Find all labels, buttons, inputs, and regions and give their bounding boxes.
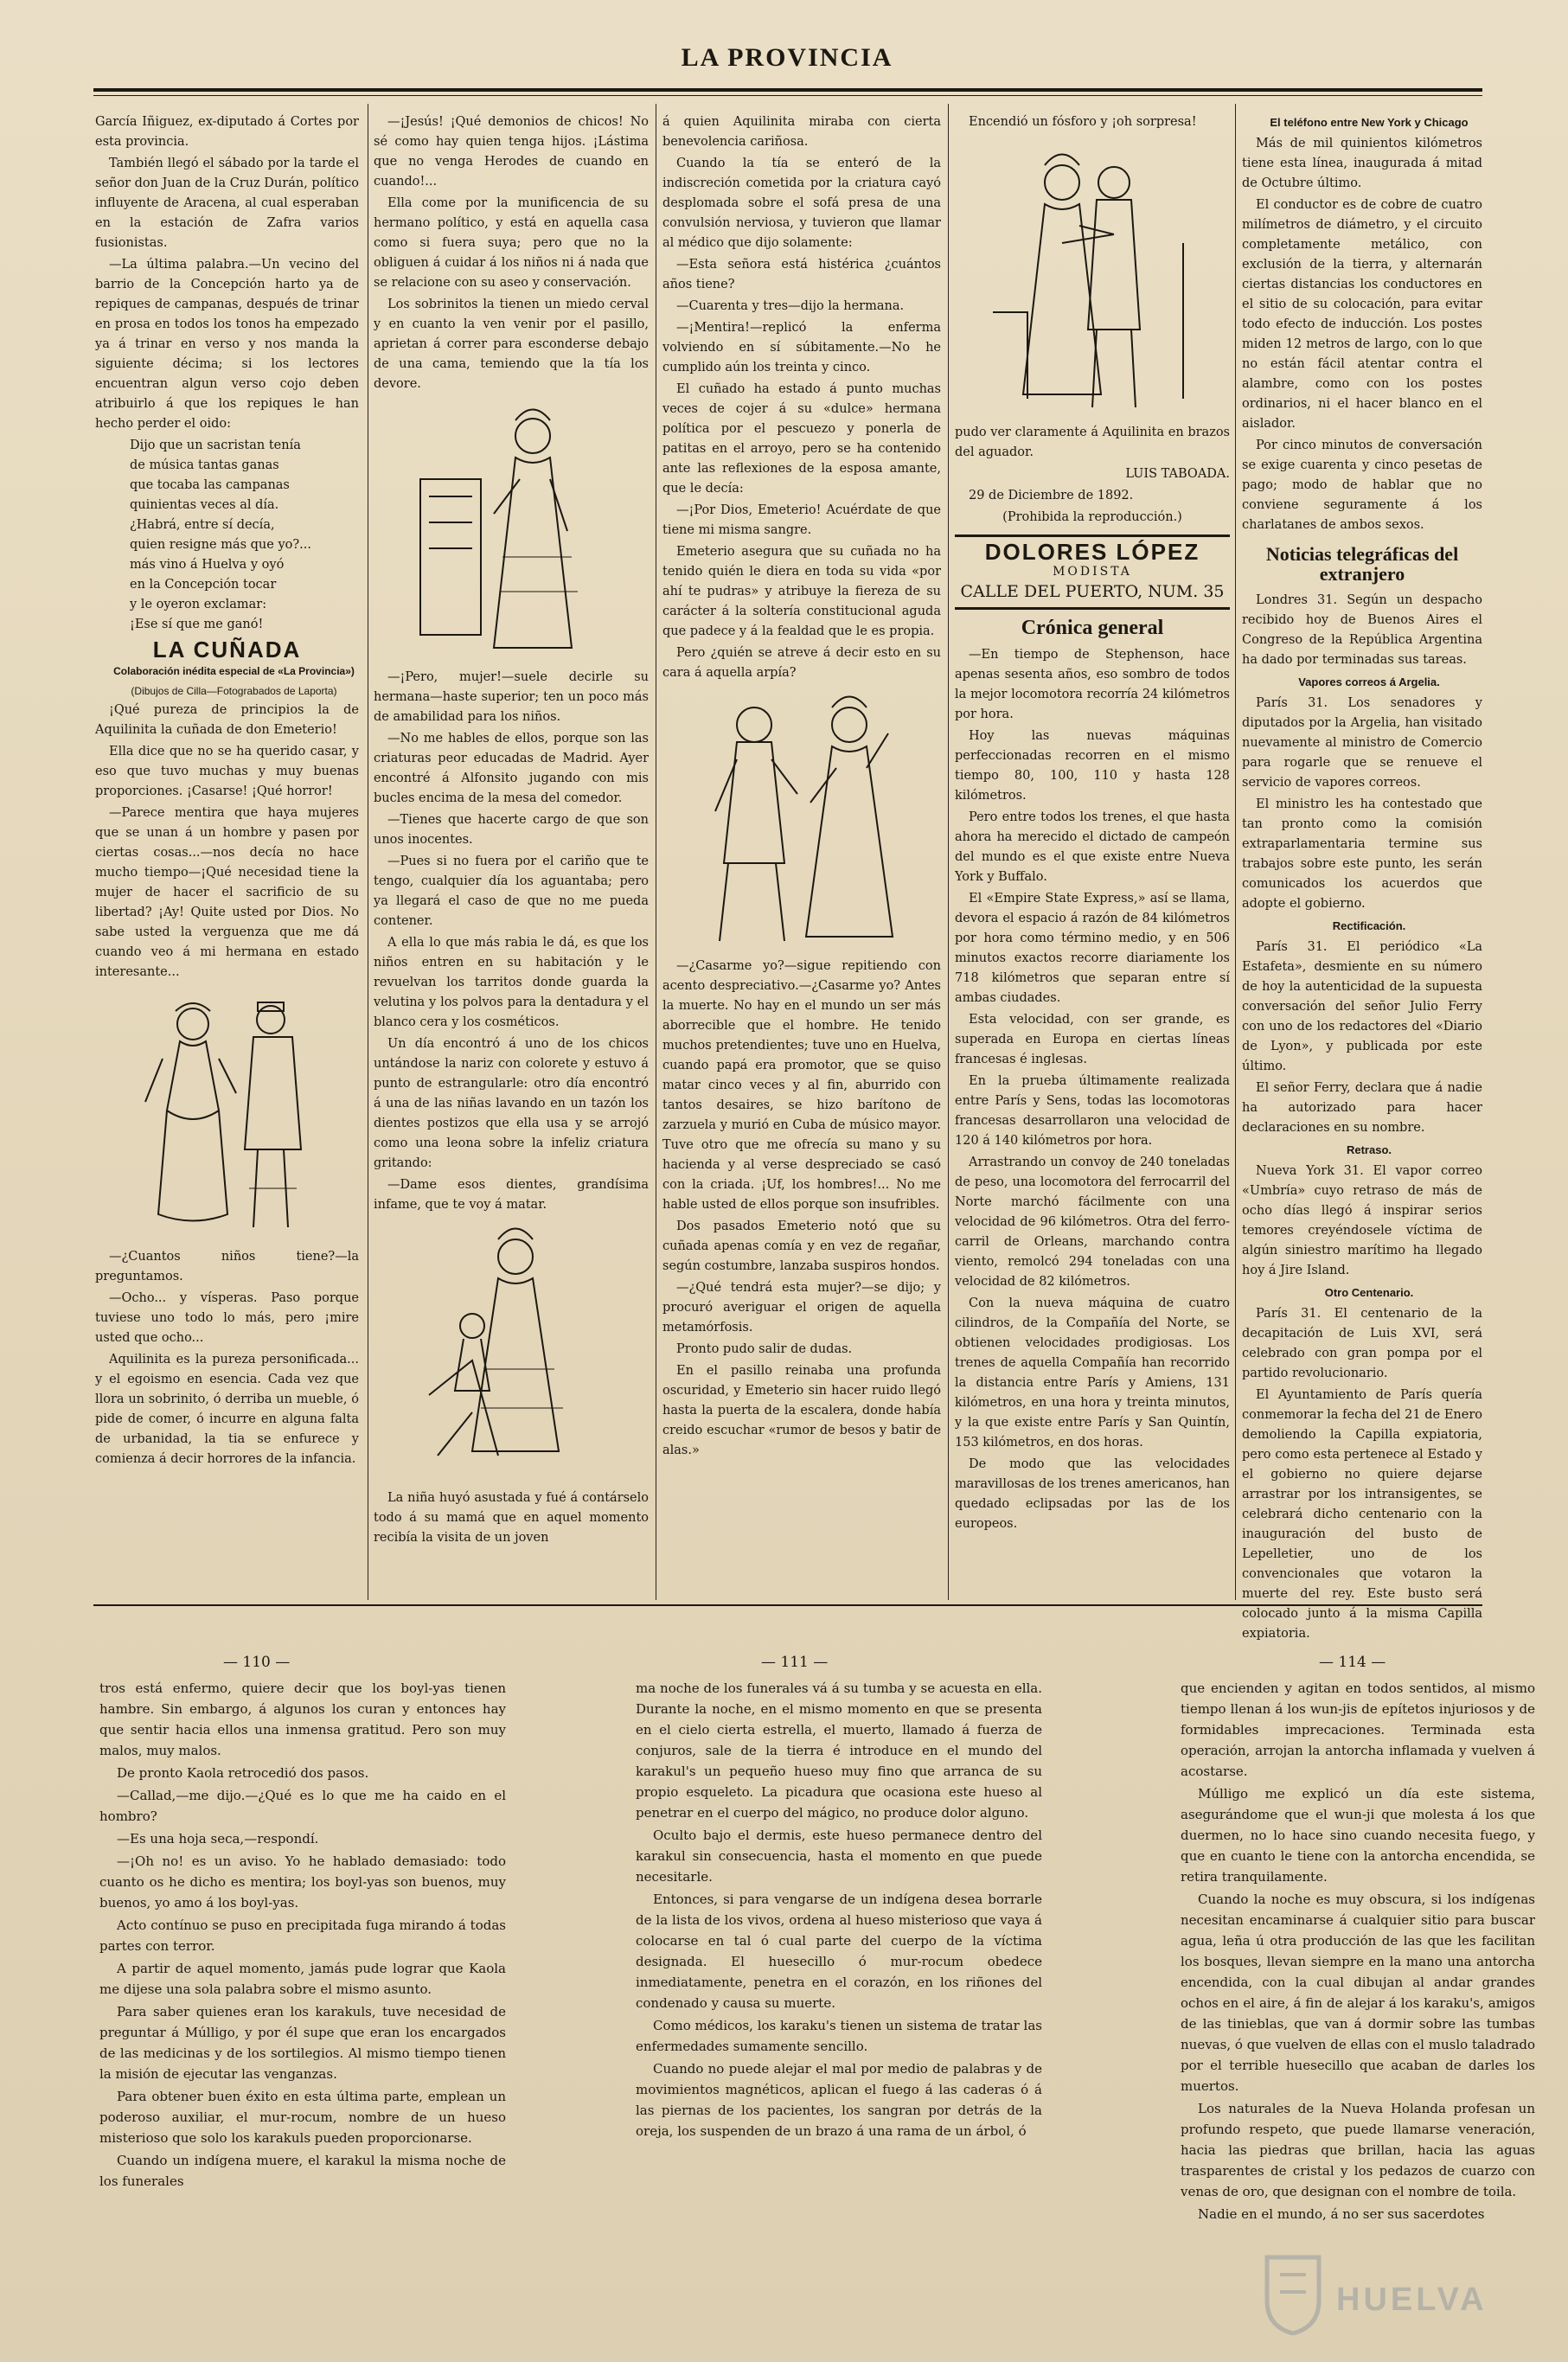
paragraph: El Ayuntamiento de París quería conmemorar la fecha del 21 de Enero demoliendo la Capilla expiatoria, pero como esta pertenece al Estado y el gobierno no quiere dejarse arrastrar por los intransigentes, se celebrará dicho centenario con la inauguración del busto de Lepelletier, uno de los convencionales que votaron la muerte del rey. Este busto será colocado junto á la misma Capilla expiatoria. — [1242, 1388, 1482, 1641]
paragraph: Un día encontró á uno de los chicos untándose la nariz con colorete y estuvo á punto de estrangularle: otro día encontró á una de las niñas lavando en un tazón los dientes postizos que ella usa y se arrojó como una leona sobre la infeliz criatura gritando: — [374, 1037, 649, 1170]
paragraph: —¡Jesús! ¡Qué demonios de chicos! No sé como hay quien tenga hijos. ¡Lástima que no venga Herodes de cuando en cuando!... — [374, 115, 649, 189]
masthead-rule — [93, 88, 1482, 96]
paragraph: La niña huyó asustada y fué á contárselo todo á su mamá que en aquel momento recibía la visita de un joven — [374, 1491, 649, 1545]
date-line: 29 de Diciembre de 1892. — [969, 489, 1134, 502]
paragraph: —Pues si no fuera por el cariño que te tengo, cualquier día los aguantaba; pero ya llegará el caso de que no me pueda contener. — [374, 855, 649, 928]
paragraph: Aquilinita es la pureza personificada... y el egoismo en esencia. Cada vez que llora un sobrinito, ó derriba un mueble, ó pide de comer, ó incurre en alguna falta de urbanidad, la tia se enfurece y comienza á decir horrores de la infancia. — [95, 1353, 359, 1466]
paragraph: ma noche de los funerales vá á su tumba y se acuesta en ella. Durante la noche, en el mismo momento en que se presenta en el cielo cierta estrella, el muerto, llamado á fuerza de conjuros, sale de la tierra é introduce en el mundo del karakul's un pequeño hueso muy fino que arranca de su propio esqueleto. La picadura que ocasiona este hueso al penetrar en el cuerpo del mágico, no produce dolor alguno. — [636, 1680, 1042, 1821]
paragraph: —Es una hoja seca,—respondí. — [117, 1831, 319, 1847]
paragraph: —En tiempo de Stephenson, hace apenas sesenta años, eso sombro de todos la mejor locomotora recorría 24 kilómetros por hora. — [955, 648, 1230, 721]
paragraph: Esta velocidad, con ser grande, es superada en Europa en ciertas líneas francesas é inglesas. — [955, 1013, 1230, 1066]
book-column-left — [99, 1678, 506, 2193]
paragraph: Nadie en el mundo, á no ser sus sacerdotes — [1198, 2206, 1485, 2222]
paragraph: Para saber quienes eran los karakuls, tuve necesidad de preguntar á Múlligo, y por él supe que eran los encargados de las medicinas y de los sortilegios. Al mismo tiempo tienen la misión de ejecutar las venganzas. — [99, 2004, 506, 2082]
illustration-woman-at-door — [403, 401, 619, 661]
paragraph: —Tienes que hacerte cargo de que son unos inocentes. — [374, 813, 649, 847]
paragraph: pudo ver claramente á Aquilinita en brazos del aguador. — [955, 426, 1230, 459]
paragraph: Con la nueva máquina de cuatro cilindros, de la Compañía del Norte, se obtienen velocidades prodigiosas. Los trenes de aquella Compañía han recorrido la distancia entre París y Amiens, 131 kilómetros, en una hora y treinta minutos, y la que existe entre París y San Quintín, 153 kilómetros, en dos horas. — [955, 1296, 1230, 1450]
story-subtitle: Colaboración inédita especial de «La Provincia») — [113, 665, 355, 677]
verse-line: más vino á Huelva y oyó — [130, 558, 285, 572]
paragraph: Ella dice que no se ha querido casar, y eso que tuvo muchas y muy buenas proporciones. ¡Casarse! ¡Qué horror! — [95, 745, 359, 798]
paragraph: Acto contínuo se puso en precipitada fuga mirando á todas partes con terror. — [99, 1917, 506, 1954]
page-number: — 111 — — [761, 1654, 829, 1671]
paragraph: —Parece mentira que haya mujeres que se unan á un hombre y pasen por ciertas cosas...—nos decía no hace mucho tiempo—¡Qué necesidad tiene la mujer de hacer el sacrificio de su libertad? ¡Ay! Quite usted por Dios. No sabe usted la verguenza que me dá cuando veo á mi hermana en estado interesante... — [95, 806, 359, 979]
paragraph: Pronto pudo salir de dudas. — [676, 1342, 853, 1356]
paragraph: Cuando la noche es muy obscura, si los indígenas necesitan encaminarse á cualquier sitio para buscar agua, leña ú otra producción de las que les facilitan los bosques, llevan siempre en la mano una antorcha encendida, con la cual dibujan al andar grandes ochos en el aire, á fin de alejar á los karaku's, amigos de las tinieblas, que van á dormir sobre las tumbas nuevas, ó que vuelven de ellas con el muslo taladrado por el terrible huesecillo que acaban de darles los muertos. — [1181, 1892, 1535, 2094]
paragraph: París 31. Los senadores y diputados por la Argelia, han visitado nuevamente al ministro de Comercio para rogarle que se renueve el servicio de vapores correos. — [1242, 696, 1482, 790]
illustration-two-figures — [128, 989, 327, 1240]
page-number: — 114 — — [1319, 1654, 1386, 1671]
subheading: El teléfono entre New York y Chicago — [1270, 116, 1469, 129]
paragraph: De modo que las velocidades maravillosas de los trenes americanos, han quedado eclipsadas por las de los europeos. — [955, 1457, 1230, 1531]
paragraph: El conductor es de cobre de cuatro milímetros de diámetro, y el circuito completamente metálico, con exclusión de la tierra, y alternarán ciertas distancias los conductores en el sitio de su colocación, para evitar todo efecto de inducción. Los postes miden 12 metros de largo, con lo que no están fácil atentar contra el alambre, como con los postes ordinarios, ni el hacer blanco en el aislador. — [1242, 198, 1482, 431]
paragraph: Cuando no puede alejar el mal por medio de palabras y de movimientos magnéticos, aplican el fuego á las caderas ó á las piernas de los pacientes, los sangran por detrás de la oreja, los suspenden de un brazo á una rama de un árbol, ó — [636, 2061, 1042, 2139]
verse-line: quinientas veces al día. — [130, 498, 279, 512]
illustration-woman-child-chair — [403, 1222, 619, 1482]
paragraph: Como médicos, los karaku's tienen un sistema de tratar las enfermedades sumamente sencillo. — [636, 2018, 1042, 2054]
verse-line: y le oyeron exclamar: — [130, 598, 267, 611]
author-signature: LUIS TABOADA. — [1125, 467, 1230, 481]
shield-icon — [1258, 2249, 1328, 2335]
paragraph: En el pasillo reinaba una profunda oscuridad, y Emeterio sin hacer ruido llegó hasta la puerta de la escalera, donde había creido escuchar «rumor de besos y batir de alas.» — [662, 1364, 941, 1457]
book-column-right — [1181, 1678, 1535, 2226]
ad-name: DOLORES LÓPEZ — [984, 539, 1200, 565]
column-5 — [1242, 112, 1482, 1646]
paragraph: Nueva York 31. El vapor correo «Umbría» cuyo retraso de más de ocho días llegó á inspirar serios temores creyéndosele víctima de algún siniestro marítimo ha llegado hoy á Jire Island. — [1242, 1164, 1482, 1277]
paragraph: Arrastrando un convoy de 240 toneladas de peso, una locomotora del ferrocarril del Norte marchó fácilmente con una velocidad de 96 kilómetros. Otra del ferro-carril de Orleans, marchando contra viento, remolcó 294 toneladas con una velocidad de 82 kilómetros. — [955, 1155, 1230, 1289]
paragraph: El señor Ferry, declara que á nadie ha autorizado para hacer declaraciones en su nombre. — [1242, 1081, 1482, 1135]
reproduction-note: (Prohibida la reproducción.) — [1002, 510, 1182, 524]
paragraph: á quien Aquilinita miraba con cierta benevolencia cariñosa. — [662, 115, 941, 149]
subheading: Retraso. — [1346, 1143, 1392, 1156]
section-divider — [93, 1604, 1482, 1606]
masthead-title: LA PROVINCIA — [681, 43, 893, 72]
column-1 — [95, 112, 359, 1471]
paragraph: París 31. El centenario de la decapitación de Luis XVI, será celebrado con gran pompa por el partido revolucionario. — [1242, 1307, 1482, 1380]
paragraph: que encienden y agitan en todos sentidos, al mismo tiempo llenan á los wun-jis de epítetos injuriosos y de formidables imprecaciones. Terminada esta operación, arrojan la antorcha inflamada y vuelven á acostarse. — [1181, 1680, 1535, 1779]
paragraph: Pero ¿quién se atreve á decir esto en su cara á aquella arpía? — [662, 646, 941, 680]
paragraph: —¡Mentira!—replicó la enferma volviendo en sí súbitamente.—No he cumplido aún los treinta y cinco. — [662, 321, 941, 374]
paragraph: Para obtener buen éxito en esta última parte, emplean un poderoso auxiliar, el mur-rocum, nombre de un hueso misterioso que solo los karakuls pueden proporcionarse. — [99, 2089, 506, 2146]
paragraph: Oculto bajo el dermis, este hueso permanece dentro del karakul sin consecuencia, hasta el momento en que puede necesitarle. — [636, 1828, 1042, 1885]
paragraph: París 31. El periódico «La Estafeta», desmiente en su número de hoy la autenticidad de la supuesta conversación del señor Julio Ferry con uno de los redactores del «Diario de Lyon», y publicada por este último. — [1242, 940, 1482, 1073]
paragraph: Emeterio asegura que su cuñada no ha tenido quién le diera en toda su vida «por ahí te pudras» y atribuye la fiereza de su carácter á la soltería constitucional aguda que padece y á la fealdad que le es propia. — [662, 545, 941, 638]
column-divider — [1235, 104, 1236, 1600]
paragraph: El ministro les ha contestado que tan pronto como la comisión extraparlamentaria termine sus trabajos sobre este punto, les serán comunicados los acuerdos que adopte el gobierno. — [1242, 797, 1482, 911]
verse-line: de música tantas ganas — [130, 458, 279, 472]
paragraph: Cuando la tía se enteró de la indiscreción cometida por la criatura cayó desplomada sobre el sofá presa de una convulsión nerviosa, y tuvieron que llamar al médico que dijo solamente: — [662, 157, 941, 250]
paragraph: —¿Qué tendrá esta mujer?—se dijo; y procuró averiguar el origen de aquella metamórfosis. — [662, 1281, 941, 1335]
story-credit: (Dibujos de Cilla—Fotograbados de Laporta) — [131, 685, 337, 697]
paragraph: —¡Pero, mujer!—suele decirle su hermana—haste superior; ten un poco más de amabilidad para los niños. — [374, 670, 649, 724]
paragraph: —Esta señora está histérica ¿cuántos años tiene? — [662, 258, 941, 291]
verse-line: en la Concepción tocar — [130, 578, 277, 592]
verse-line: ¿Habrá, entre sí decía, — [130, 518, 275, 532]
column-4 — [955, 112, 1230, 1536]
stamp-label: HUELVA — [1336, 2282, 1488, 2318]
paragraph: Por cinco minutos de conversación se exige cuarenta y cinco pesetas de pago; modo de hablar que no conviene seguramente á los charlatanes de ambos sexos. — [1242, 438, 1482, 532]
ad-address: CALLE DEL PUERTO, NUM. 35 — [960, 582, 1225, 601]
verse-line: que tocaba las campanas — [130, 478, 290, 492]
paragraph: Entonces, si para vengarse de un indígena desea borrarle de la lista de los vivos, ordena al hueso misterioso que vaya á colocarse en tal ó cual parte del cuerpo de la víctima designada. El huesecillo ó mur-rocum obedece inmediatamente, penetra en el corazón, en los riñones del condenado y causa su muerte. — [636, 1892, 1042, 2011]
paragraph: Más de mil quinientos kilómetros tiene esta línea, inaugurada á mitad de Octubre último. — [1242, 137, 1482, 190]
paragraph: —¿Casarme yo?—sigue repitiendo con acento despreciativo.—¿Casarme yo? Antes la muerte. No hay en el mundo un ser más aborrecible que el hombre. He tenido muchos pretendientes; tuve uno en Huelva, cuando papá era promotor, que se quiso matar cinco veces y al fin, aburrido con tantos desaires, se hizo barítono de zarzuela y murió en Cuba de músico mayor. Tuve otro que me ofrecía su mano y su hacienda y al verse despreciado se casó con la criada. ¡Uf, los hombres!... No me hable usted de ellos porque son insufribles. — [662, 959, 941, 1212]
paragraph: Encendió un fósforo y ¡oh sorpresa! — [969, 115, 1197, 129]
paragraph: —No me hables de ellos, porque son las criaturas peor educadas de Madrid. Ayer encontré á Alfonsito jugando con mis bucles encima de la mesa del comedor. — [374, 732, 649, 805]
page-number: — 110 — — [223, 1654, 291, 1671]
paragraph: A partir de aquel momento, jamás pude lograr que Kaola me dijese una sola palabra sobre el mismo asunto. — [99, 1961, 506, 1997]
paragraph: —La última palabra.—Un vecino del barrio de la Concepción harto ya de repiques de campanas, después de trinar en prosa en todos los tonos ha empezado ya á trinar en verso y nos manda la siguiente décima; si los lectores encuentran algun verso cojo deben atribuirlo á que los repiques le han hecho perder el oido: — [95, 258, 359, 431]
paragraph: Cuando un indígena muere, el karakul la misma noche de los funerales — [99, 2153, 506, 2189]
subheading: Otro Centenario. — [1324, 1286, 1414, 1299]
library-stamp — [1258, 2249, 1509, 2344]
paragraph: Hoy las nuevas máquinas perfeccionadas recorren en el mismo tiempo 80, 100, 110 y hasta 128 kilómetros. — [955, 729, 1230, 803]
paragraph: —Dame esos dientes, grandísima infame, que te voy á matar. — [374, 1178, 649, 1212]
paragraph: —¡Oh no! es un aviso. Yo he hablado demasiado: todo cuanto os he dicho es mentira; los boyl-yas son buenos, muy buenos, yo amo á los boyl-yas. — [99, 1853, 506, 1911]
paragraph: Los naturales de la Nueva Holanda profesan un profundo respeto, que puede llamarse veneración, hacia las piedras que brillan, hacia las aguas trasparentes de cristal y los pedazos de cuarzo con venas de oro, que designan con el nombre de toila. — [1181, 2101, 1535, 2199]
book-column-middle — [636, 1678, 1042, 2143]
paragraph: Londres 31. Según un despacho recibido hoy de Buenos Aires el Congreso de la República Argentina ha dado por terminadas sus tareas. — [1242, 593, 1482, 667]
paragraph: —Callad,—me dijo.—¿Qué es lo que me ha caido en el hombro? — [99, 1788, 506, 1824]
paragraph: Pero entre todos los trenes, el que hasta ahora ha merecido el dictado de campeón del mundo es el que existe entre Nueva York y Buffalo. — [955, 810, 1230, 884]
section-heading: Crónica general — [1021, 617, 1164, 639]
verse-line: quien resigne más que yo?... — [130, 538, 311, 552]
ad-role: MODISTA — [1053, 565, 1132, 579]
paragraph: —Cuarenta y tres—dijo la hermana. — [676, 299, 905, 313]
paragraph: —¿Cuantos niños tiene?—la preguntamos. — [95, 1250, 359, 1283]
column-3 — [662, 112, 941, 1463]
paragraph: ¡Qué pureza de principios la de Aquilinita la cuñada de don Emeterio! — [95, 703, 359, 737]
paragraph: Múlligo me explicó un día este sistema, asegurándome que el wun-ji que molesta á los que duermen, no lo hace sino cuando necesita fuego, y que en cuanto le tiene con la antorcha encendida, se retira tranquilamente. — [1181, 1786, 1535, 1885]
section-heading: Noticias telegráficas del extranjero — [1265, 543, 1459, 585]
paragraph: García Iñiguez, ex-diputado á Cortes por esta provincia. — [95, 115, 359, 149]
subheading: Rectificación. — [1332, 919, 1406, 932]
illustration-man-and-woman — [685, 690, 918, 950]
paragraph: De pronto Kaola retrocedió dos pasos. — [117, 1765, 369, 1781]
paragraph: El cuñado ha estado á punto muchas veces de cojer á su «dulce» hermana política por el pescuezo y ponerla de patitas en el arroyo, pero se ha contenido ante las reflexiones de la esposa amante, que le decía: — [662, 382, 941, 496]
paragraph: También llegó el sábado por la tarde el señor don Juan de la Cruz Durán, político influyente de Aracena, al cual esperaban en la estación de Zafra varios fusionistas. — [95, 157, 359, 250]
paragraph: En la prueba últimamente realizada entre París y Sens, todas las locomotoras francesas desarrollaron una velocidad de 120 á 140 kilómetros por hora. — [955, 1074, 1230, 1148]
paragraph: Dos pasados Emeterio notó que su cuñada apenas comía y en vez de regañar, según costumbre, lanzaba suspiros hondos. — [662, 1219, 941, 1273]
paragraph: Los sobrinitos la tienen un miedo cerval y en cuanto la ven venir por el pasillo, aprietan á correr para esconderse debajo de una cama, temiendo que la tía los devore. — [374, 298, 649, 391]
paragraph: Ella come por la munificencia de su hermano político, y está en aquella casa como si fuera suya; pero que no la obliguen á cuidar á los niños ni á nada que se relacione con su aseo y conservación. — [374, 196, 649, 290]
paragraph: El «Empire State Express,» así se llama, devora el espacio á razón de 84 kilómetros por hora como término medio, y en 506 minutos exactos recorre diariamente los 718 kilómetros que separan entre sí ambas ciudades. — [955, 892, 1230, 1005]
paragraph: —¡Por Dios, Emeterio! Acuérdate de que tiene mi misma sangre. — [662, 503, 941, 537]
verse-line: ¡Ese sí que me ganó! — [130, 618, 264, 631]
advertisement — [955, 534, 1230, 610]
column-2 — [374, 112, 649, 1550]
column-divider — [948, 104, 949, 1600]
paragraph: A ella lo que más rabia le dá, es que los niños entren en su habitación y le revuelvan los tarritos donde guarda la velutina y los polvos para la dentadura y el blanco cera y los cosméticos. — [374, 936, 649, 1029]
verse-line: Dijo que un sacristan tenía — [130, 438, 301, 452]
paragraph: —Ocho... y vísperas. Paso porque tuviese uno todo lo más, pero ¡mire usted que ocho... — [95, 1291, 359, 1345]
subheading: Vapores correos á Argelia. — [1298, 675, 1440, 688]
story-title: LA CUÑADA — [152, 637, 302, 663]
illustration-embrace — [976, 139, 1209, 416]
paragraph: tros está enfermo, quiere decir que los boyl-yas tienen hambre. Sin embargo, á algunos los curan y entonces hay que sentir hacia ellos una inmensa gratitud. Pero son muy malos, muy malos. — [99, 1680, 506, 1758]
